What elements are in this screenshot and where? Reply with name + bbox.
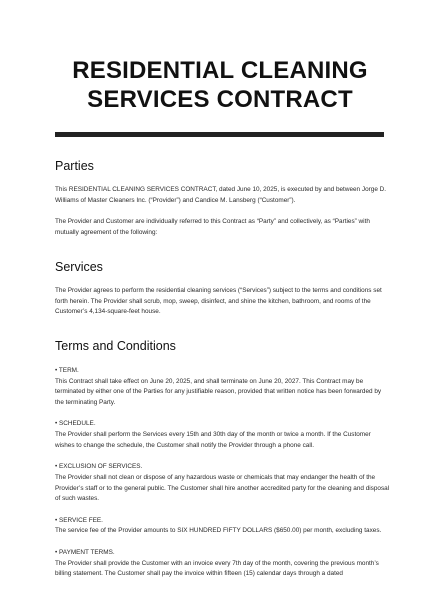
document-body — [55, 158, 390, 591]
parties-heading: Parties — [55, 159, 94, 173]
term-item-text: The Provider shall provide the Customer with an invoice every 7th day of the month, covering the previous month’s billing statement. The Customer shall pay the invoice within fifteen (15) calendar days through a dated — [55, 559, 379, 578]
parties-paragraph-1: This RESIDENTIAL CLEANING SERVICES CONTRACT, dated June 10, 2025, is executed by and between Jorge D. Williams of Master Cleaners Inc. (“Provider”) and Candice M. Lansberg (“Customer”). — [55, 186, 387, 204]
term-item-heading: • EXCLUSION OF SERVICES. — [55, 463, 143, 471]
term-item — [55, 548, 390, 580]
term-item-heading: • PAYMENT TERMS. — [55, 548, 115, 556]
title-line-1: RESIDENTIAL CLEANING — [72, 57, 368, 84]
term-item-heading: • SCHEDULE. — [55, 420, 96, 428]
title-divider — [55, 132, 384, 137]
terms-heading: Terms and Conditions — [55, 338, 176, 353]
title-line-2: SERVICES CONTRACT — [87, 86, 353, 113]
term-item-text: The service fee of the Provider amounts to SIX HUNDRED FIFTY DOLLARS ($650.00) per month, excluding taxes. — [55, 527, 382, 535]
parties-section — [55, 158, 390, 239]
terms-section — [55, 338, 390, 580]
term-item-heading: • SERVICE FEE. — [55, 516, 103, 524]
services-heading: Services — [55, 259, 103, 274]
parties-paragraph-2: The Provider and Customer are individually referred to this Contract as “Party” and collectively, as “Parties” with mutually agreement of the following: — [55, 218, 370, 237]
services-paragraph: The Provider agrees to perform the residential cleaning services (“Services”) subject to the terms and conditions set forth herein. The Provider shall scrub, mop, sweep, disinfect, and shine the kitchen, bathroom, and rooms of the Customer’s 4,134-square-feet house. — [55, 286, 382, 316]
term-item-text: The Provider shall not clean or dispose of any hazardous waste or chemicals that may endanger the health of the Provider’s staff or to the general public. The Customer shall hire another accredited party for the cleaning and disposal of such wastes. — [55, 473, 390, 503]
services-section — [55, 259, 390, 318]
term-item — [55, 419, 390, 451]
term-item — [55, 462, 390, 505]
term-item — [55, 516, 390, 537]
term-item-heading: • TERM. — [55, 366, 79, 374]
term-item — [55, 366, 390, 409]
document-title — [40, 56, 400, 114]
term-item-text: The Provider shall perform the Services every 15th and 30th day of the month or twice a month. If the Customer wishes to change the schedule, the Customer shall notify the Provider through a phone call. — [55, 431, 371, 449]
term-item-text: This Contract shall take effect on June 20, 2025, and shall terminate on June 20, 2027. This Contract may be terminated by either one of the Parties for any justifiable reason, provided that written notice has been forwarded by the terminating Party. — [55, 377, 382, 407]
